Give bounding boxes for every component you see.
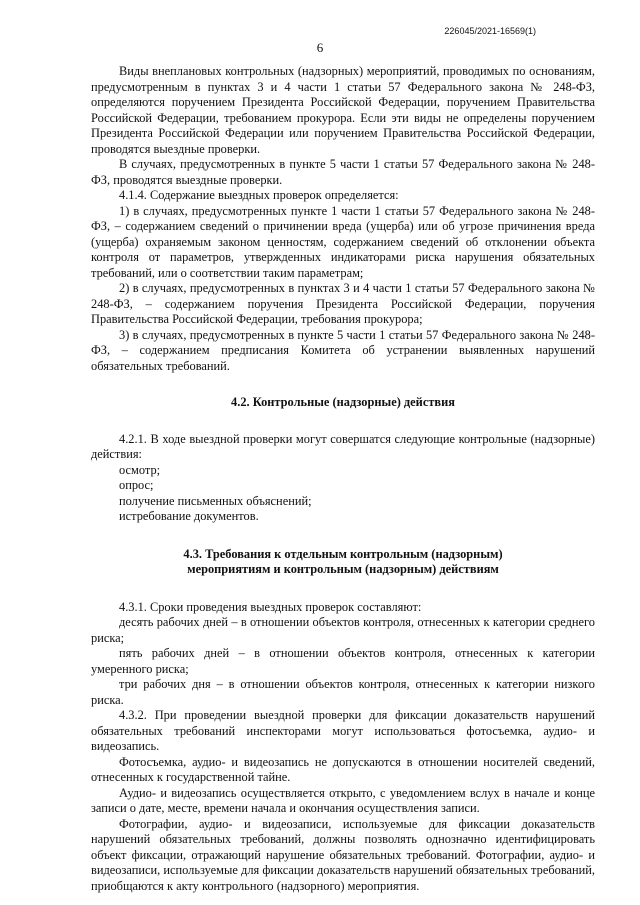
page-number: 6 — [316, 40, 324, 55]
document-id: 226045/2021-16569(1) — [444, 26, 536, 36]
section-heading-4-2: 4.2. Контрольные (надзорные) действия — [231, 395, 455, 409]
paragraph: десять рабочих дней – в отношении объектов контроля, отнесенных к категории среднего риска; — [91, 615, 595, 645]
paragraph: 4.2.1. В ходе выездной проверки могут совершатся следующие контрольные (надзорные) действия: — [91, 431, 595, 461]
document-body — [91, 64, 595, 894]
paragraph: 3) в случаях, предусмотренных в пункте 5 части 1 статьи 57 Федерального закона № 248-ФЗ, – содержанием предписания Комитета об устранении выявленных нарушений обязательных требований. — [91, 327, 595, 373]
paragraph: Виды внеплановых контрольных (надзорных) мероприятий, проводимых по основаниям, предусмотренным в пунктах 3 и 4 части 1 статьи 57 Федерального закона № 248-ФЗ, определяются поручением Президента Российской Федерации, поручением Правительства Российской Федерации, требованием прокурора. Если эти виды не определены поручением Президента Российской Федерации или поручением Правительства Российской Федерации, проводятся выездные проверки. — [91, 64, 595, 156]
paragraph: три рабочих дня – в отношении объектов контроля, отнесенных к категории низкого риска. — [91, 677, 595, 707]
paragraph: 4.3.1. Сроки проведения выездных проверок составляют: — [119, 599, 422, 614]
paragraph: 2) в случаях, предусмотренных в пунктах 3 и 4 части 1 статьи 57 Федерального закона № 248-ФЗ, – содержанием поручения Президента Российской Федерации, поручения Правительства Российской Федерации, требования прокурора; — [91, 281, 595, 326]
list-item: опрос; — [119, 478, 154, 492]
section-heading-line: 4.3. Требования к отдельным контрольным (надзорным) — [183, 546, 503, 561]
paragraph: 4.1.4. Содержание выездных проверок определяется: — [119, 188, 399, 202]
paragraph: Фотографии, аудио- и видеозаписи, используемые для фиксации доказательств нарушений обязательных требований, должны позволять однозначно идентифицировать объект фиксации, отражающий нарушение обязательных требований. Фотографии, аудио- и видеозаписи, используемые для фиксации доказательств нарушений обязательных требований, приобщаются к акту контрольного (надзорного) мероприятия. — [91, 816, 595, 893]
section-heading-4-3 — [91, 547, 595, 578]
list-item: осмотр; — [119, 462, 161, 477]
paragraph: Фотосъемка, аудио- и видеозапись не допускаются в отношении носителей сведений, отнесенных к государственной тайне. — [91, 754, 595, 784]
section-heading-line: мероприятиям и контрольным (надзорным) действиям — [187, 562, 499, 576]
paragraph: Аудио- и видеозапись осуществляется открыто, с уведомлением вслух в начале и конце записи о дате, месте, времени начала и окончания осуществления записи. — [91, 785, 595, 815]
list-item: истребование документов. — [119, 509, 259, 523]
paragraph: пять рабочих дней – в отношении объектов контроля, отнесенных к категории умеренного риска; — [91, 646, 595, 676]
paragraph: В случаях, предусмотренных в пункте 5 части 1 статьи 57 Федерального закона № 248-ФЗ, проводятся выездные проверки. — [91, 157, 595, 187]
paragraph: 4.3.2. При проведении выездной проверки для фиксации доказательств нарушений обязательных требований инспекторами могут использоваться фотосъемка, аудио- и видеозапись. — [91, 708, 595, 753]
list-item: получение письменных объяснений; — [119, 493, 312, 508]
paragraph: 1) в случаях, предусмотренных пункте 1 части 1 статьи 57 Федерального закона № 248-ФЗ, – содержанием сведений о причинении вреда (ущерба) или об угрозе причинения вреда (ущерба) охраняемым законом ценностям, содержанием сведений об отклонении объекта контроля от параметров, утвержденных индикаторами риска нарушения обязательных требований, или о соответствии таким параметрам; — [91, 203, 595, 280]
